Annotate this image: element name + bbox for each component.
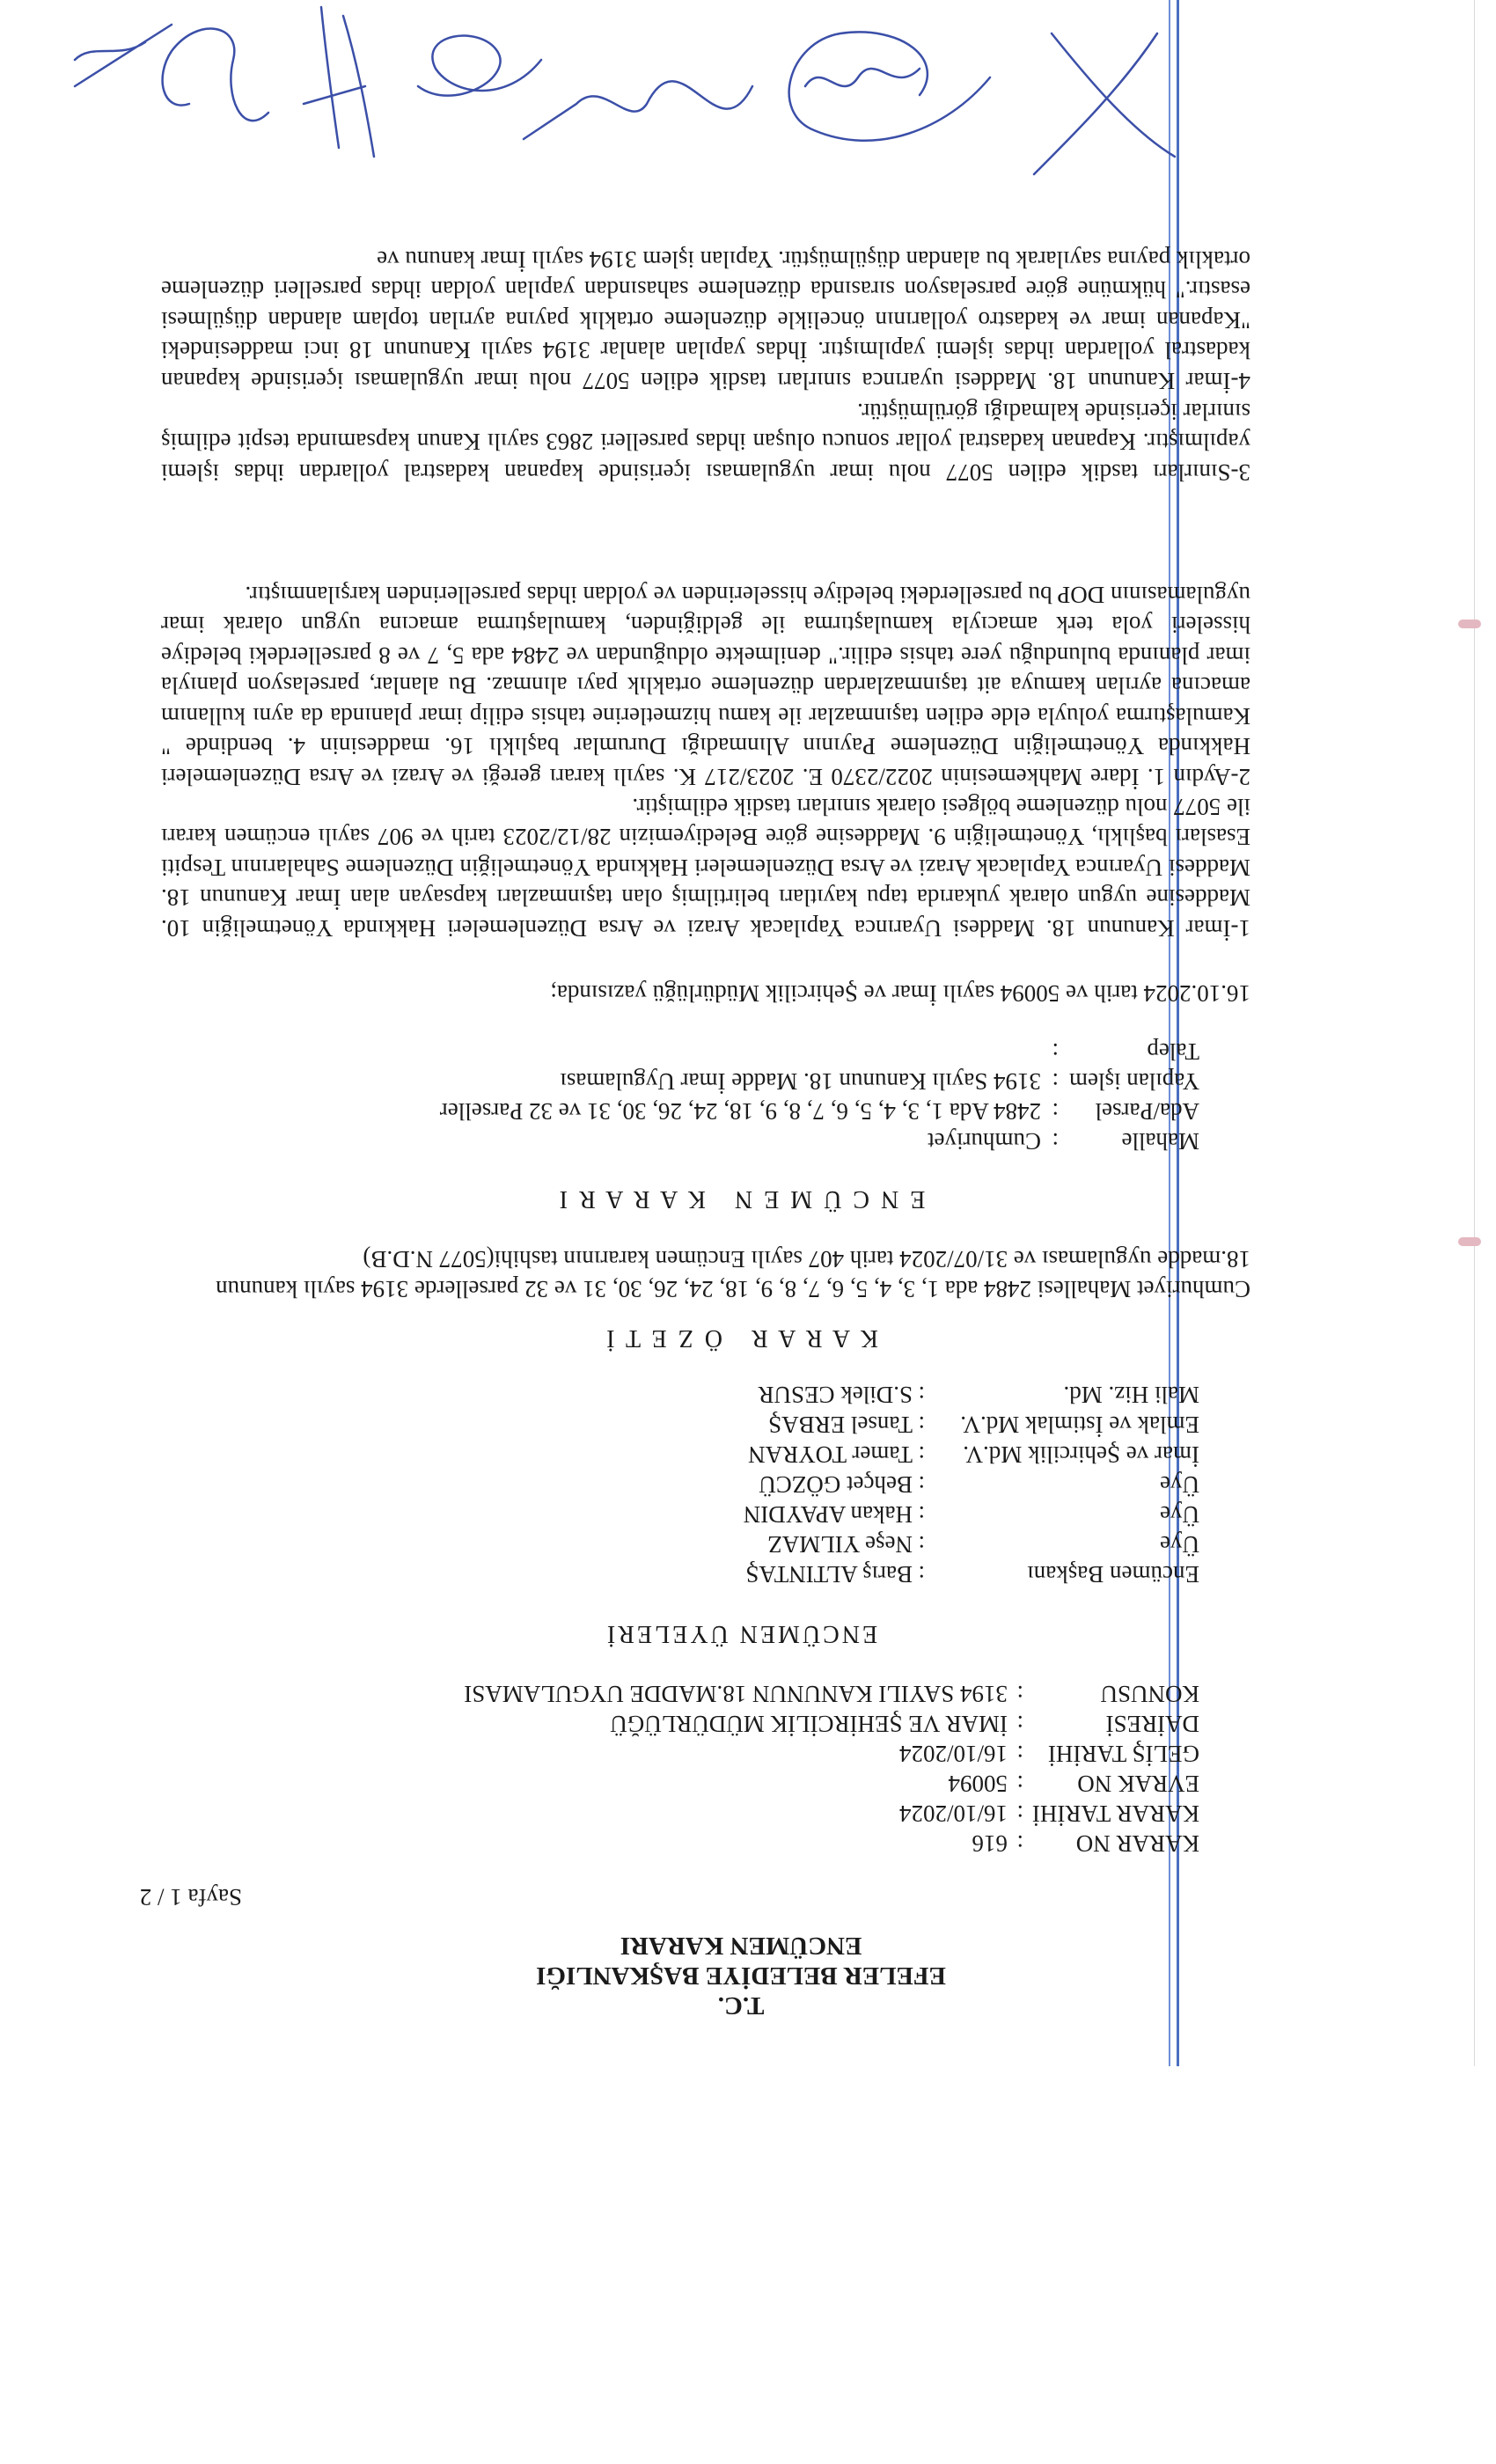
meta-colon: : — [1016, 1711, 1023, 1737]
punch-mark — [1458, 620, 1481, 628]
detail-colon: : — [1052, 1068, 1059, 1095]
member-role: Üye — [1160, 1501, 1199, 1528]
intro-line: 16.10.2024 tarih ve 50094 sayılı İmar ve Şehircilik Müdürlüğü yazısında; — [550, 980, 1250, 1007]
member-colon: : — [918, 1531, 925, 1558]
member-role: Encümen Başkanı — [1027, 1561, 1199, 1588]
meta-colon: : — [1016, 1741, 1023, 1767]
summary-title: K A R A R Ö Z E T İ — [604, 1324, 878, 1352]
meta-value: 3194 SAYILI KANUNUN 18.MADDE UYGULAMASI — [464, 1681, 1008, 1707]
member-name: Behçet GÖZCÜ — [759, 1471, 913, 1498]
member-colon: : — [918, 1382, 925, 1408]
meta-value: İMAR VE ŞEHİRCİLİK MÜDÜRLÜĞÜ — [610, 1711, 1008, 1737]
page-number: Sayfa 1 / 2 — [139, 1884, 242, 1910]
meta-value: 616 — [972, 1830, 1008, 1857]
detail-value: 3194 Sayılı Kanunun 18. Madde İmar Uygulaması — [560, 1068, 1041, 1095]
member-colon: : — [918, 1412, 925, 1438]
decision-title: E N C Ü M E N K A R A R I — [556, 1185, 926, 1213]
member-name: Hakan APAYDIN — [743, 1501, 913, 1528]
detail-label: Ada/Parsel — [1095, 1098, 1199, 1125]
member-role: Üye — [1160, 1531, 1199, 1558]
detail-value: Cumhuriyet — [928, 1128, 1041, 1155]
member-name: S.Dilek CESUR — [758, 1382, 913, 1408]
meta-colon: : — [1016, 1800, 1023, 1827]
header-decision: ENCÜMEN KARARI — [620, 1932, 862, 1960]
document-sheet — [8, 0, 1475, 2066]
paragraph-3: 3-Sınırları tasdik edilen 5077 nolu imar uygulaması içerisinde kapanan kadastral yollardan ihdas işlemi yapılmıştır. Kapanan kadastral yollar sonucu oluşan ihdas parselleri 2863 sayılı Kanun kapsamında tespit edilmiş sınırlar içerisinde kalmadığı görülmüştür. — [161, 399, 1250, 486]
meta-colon: : — [1016, 1771, 1023, 1797]
member-role: İmar ve Şehircilik Md.V. — [963, 1441, 1199, 1468]
meta-value: 16/10/2024 — [898, 1800, 1008, 1827]
paragraph-4: 4-İmar Kanunun 18. Maddesi uyarınca sınırları tasdik edilen 5077 nolu imar uygulaması içerisinde kapanan kadastral yollardan ihdas işlemi yapılmıştır. İhdas yapılan alanlar 3194 sayılı Kanunun 18 inci maddesindeki "Kapanan imar ve kadastro yollarının öncelikle düzenleme ortaklık payına ayrılan toplam alandan düşülmesi esastır." hükmüne göre parselasyon sırasında düzenleme sahasından yapılan yoldan ihdas parselleri düzenleme ortaklık payına sayılarak bu alandan düşülmüştür. Yapılan işlem 3194 sayılı İmar kanunu ve — [161, 246, 1250, 394]
meta-colon: : — [1016, 1681, 1023, 1707]
summary-line: 18.madde uygulaması ve 31/07/2024 tarih 407 sayılı Encümen kararının tashihi(5077 N.D.B) — [363, 1246, 1250, 1272]
detail-colon: : — [1052, 1098, 1059, 1125]
meta-colon: : — [1016, 1830, 1023, 1857]
meta-label: KARAR NO — [1075, 1830, 1199, 1857]
detail-value: 2484 Ada 1, 3, 4, 5, 6, 7, 8, 9, 18, 24, 26, 30, 31 ve 32 Parseller — [439, 1098, 1041, 1125]
member-colon: : — [918, 1471, 925, 1498]
detail-colon: : — [1052, 1038, 1059, 1065]
member-name: Neşe YILMAZ — [767, 1531, 913, 1558]
detail-label: Talep — [1147, 1038, 1199, 1065]
meta-label: KARAR TARİHİ — [1031, 1800, 1199, 1827]
member-role: Emlak ve İstimlak Md.V. — [960, 1412, 1199, 1438]
meta-value: 50094 — [948, 1771, 1008, 1797]
member-colon: : — [918, 1561, 925, 1588]
summary-line: Cumhuriyet Mahallesi 2484 ada 1, 3, 4, 5, 6, 7, 8, 9, 18, 24, 26, 30, 31 ve 32 parsellerde 3194 sayılı kanunun — [216, 1276, 1250, 1302]
paragraph-2: 2-Aydın 1. İdare Mahkemesinin 2022/2370 E. 2023/217 K. sayılı kararı gereği ve Arazi ve Arsa Düzenlemeleri Hakkında Yönetmeliğin Düzenleme Payının Alınmadığı Durumlar başlıklı 16. maddesinin 4. bendinde " Kamulaştırma yoluyla elde edilen taşınmazlar ile kamu hizmetlerine tahsis edilip imar planında da aynı kullanım amacına ayrılan kamuya ait taşınmazlardan düzenleme ortaklık payı alınmaz. Bu alanlar, parselasyon planıyla imar planında bulunduğu yere tahsis edilir." denilmekte olduğundan ve 2484 ada 5, 7 ve 8 parsellerdeki belediye hisseleri yola terk amacıyla kamulaştırma ile geldiğinden, kamulaştırma amacına uygun olarak imar uygulamasının DOP bu parsellerdeki belediye hisselerinden ve yoldan ihdas parsellerinden karşılanmıştır. — [161, 582, 1250, 790]
meta-label: GELİŞ TARİHİ — [1047, 1741, 1199, 1767]
member-colon: : — [918, 1441, 925, 1468]
paragraph-1: 1-İmar Kanunun 18. Maddesi Uyarınca Yapılacak Arazi ve Arsa Düzenlemeleri Hakkında Yönetmeliğin 10. Maddesine uygun olarak yukarıda tapu kayıtları belirtilmiş olan taşınmazları kapsayan alan İmar Kanunun 18. Maddesi Uyarınca Yapılacak Arazi ve Arsa Düzenlemeleri Hakkında Yönetmeliğin Düzenleme Sahalarının Tespiti Esasları başlıklı, Yönetmeliğin 9. Maddesine göre Belediyemizin 28/12/2023 tarih ve 907 sayılı encümen kararı ile 5077 nolu düzenleme bölgesi olarak sınırları tasdik edilmiştir. — [161, 794, 1250, 942]
member-name: Tansel ERBAŞ — [768, 1412, 913, 1438]
meta-label: KONUSU — [1100, 1681, 1199, 1707]
members-title: ENCÜMEN ÜYELERİ — [604, 1620, 878, 1647]
detail-label: Yapılan işlem — [1068, 1068, 1199, 1095]
meta-label: DAİRESİ — [1105, 1711, 1199, 1737]
signatures — [66, 0, 1210, 209]
meta-label: EVRAK NO — [1077, 1771, 1199, 1797]
member-name: Tamer TOYRAN — [748, 1441, 913, 1468]
detail-colon: : — [1052, 1128, 1059, 1155]
member-colon: : — [918, 1501, 925, 1528]
punch-mark — [1458, 1237, 1481, 1246]
member-role: Üye — [1160, 1471, 1199, 1498]
meta-value: 16/10/2024 — [898, 1741, 1008, 1767]
header-tc: T.C. — [717, 1991, 765, 2020]
member-name: Barış ALTINTAŞ — [745, 1561, 913, 1588]
header-municipality: EFELER BELEDİYE BAŞKANLIĞI — [536, 1962, 946, 1990]
member-role: Mali Hiz. Md. — [1063, 1382, 1199, 1408]
detail-label: Mahalle — [1121, 1128, 1199, 1155]
